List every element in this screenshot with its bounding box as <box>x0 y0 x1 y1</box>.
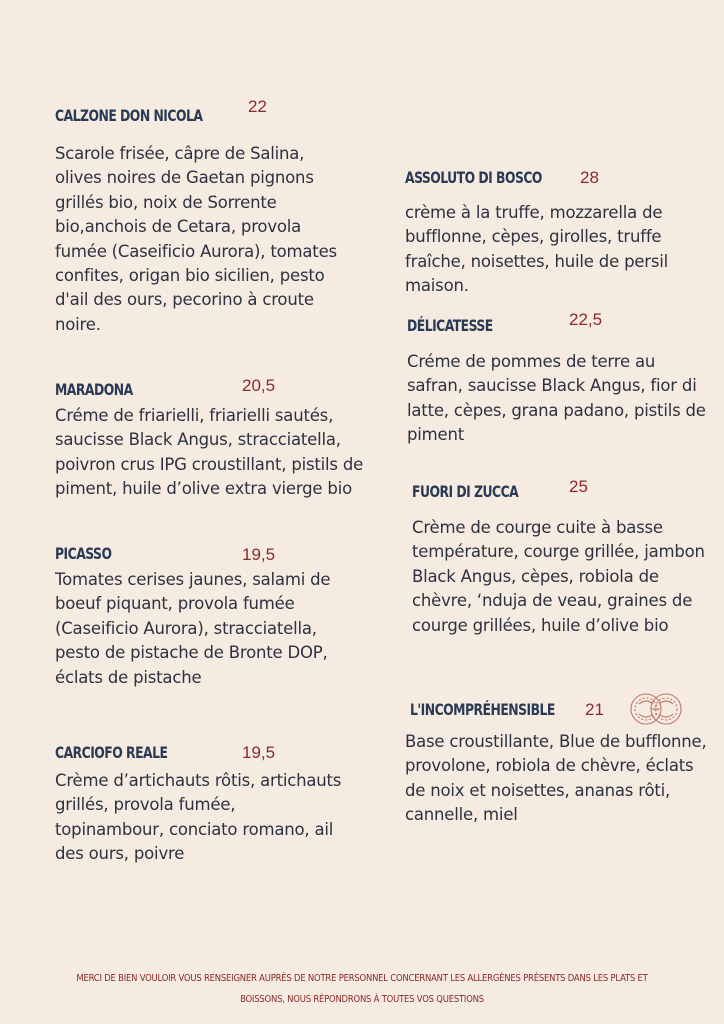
item-description: Scarole frisée, câpre de Salina, olives noires de Gaetan pignons grillés bio, noix de Sorrente bio,anchois de Cetara, provola fumée (Caseificio Aurora), tomates confites, origan bio sicilien, pesto d'ail des ours, pecorino à croute noire. <box>55 144 337 334</box>
item-description: Crème de courge cuite à basse température, courge grillée, jambon Black Angus, cèpes, robiola de chèvre, ‘nduja de veau, graines de courge grillées, huile d’olive bio <box>412 518 705 635</box>
double-circle-emblem-icon <box>630 692 682 726</box>
item-name: MARADONA <box>55 380 133 399</box>
item-description: Tomates cerises jaunes, salami de boeuf piquant, provola fumée (Caseificio Aurora), stracciatella, pesto de pistache de Bronte DOP, éclats de pistache <box>55 570 331 687</box>
item-name: FUORI DI ZUCCA <box>412 482 519 501</box>
item-price: 21 <box>585 700 604 719</box>
item-price: 28 <box>580 168 599 187</box>
item-description: Crème d’artichauts rôtis, artichauts grillés, provola fumée, topinambour, conciato romano, ail des ours, poivre <box>55 771 342 864</box>
item-price: 22,5 <box>569 310 603 329</box>
allergen-note: MERCI DE BIEN VOULOIR VOUS RENSEIGNER AUPRÈS DE NOTRE PERSONNEL CONCERNANT LES ALLERGÈNES PRÉSENTS DANS LES PLATS ET BOISSONS, NOUS RÉPONDRONS À TOUTES VOS QUESTIONS <box>76 973 648 1005</box>
item-price: 19,5 <box>242 743 276 762</box>
item-price: 25 <box>569 477 588 496</box>
item-name: DÉLICATESSE <box>407 316 493 335</box>
item-price: 20,5 <box>242 376 276 395</box>
item-price: 19,5 <box>242 545 276 564</box>
item-description: Base croustillante, Blue de bufflonne, provolone, robiola de chèvre, éclats de noix et noisettes, ananas rôti, cannelle, miel <box>405 732 707 825</box>
item-description: Créme de friarielli, friarielli sautés, saucisse Black Angus, stracciatella, poivron crus IPG croustillant, pistils de piment, huile d’olive extra vierge bio <box>55 406 364 499</box>
item-name: ASSOLUTO DI BOSCO <box>405 168 542 187</box>
item-description: crème à la truffe, mozzarella de bufflonne, cèpes, girolles, truffe fraîche, noisettes, huile de persil maison. <box>405 203 669 296</box>
item-name: PICASSO <box>55 544 112 563</box>
item-name: L'INCOMPRÉHENSIBLE <box>410 700 555 719</box>
item-name: CARCIOFO REALE <box>55 743 168 762</box>
item-price: 22 <box>248 97 267 116</box>
item-name: CALZONE DON NICOLA <box>55 106 203 125</box>
item-description: Créme de pommes de terre au safran, saucisse Black Angus, fior di latte, cèpes, grana padano, pistils de piment <box>407 352 706 445</box>
